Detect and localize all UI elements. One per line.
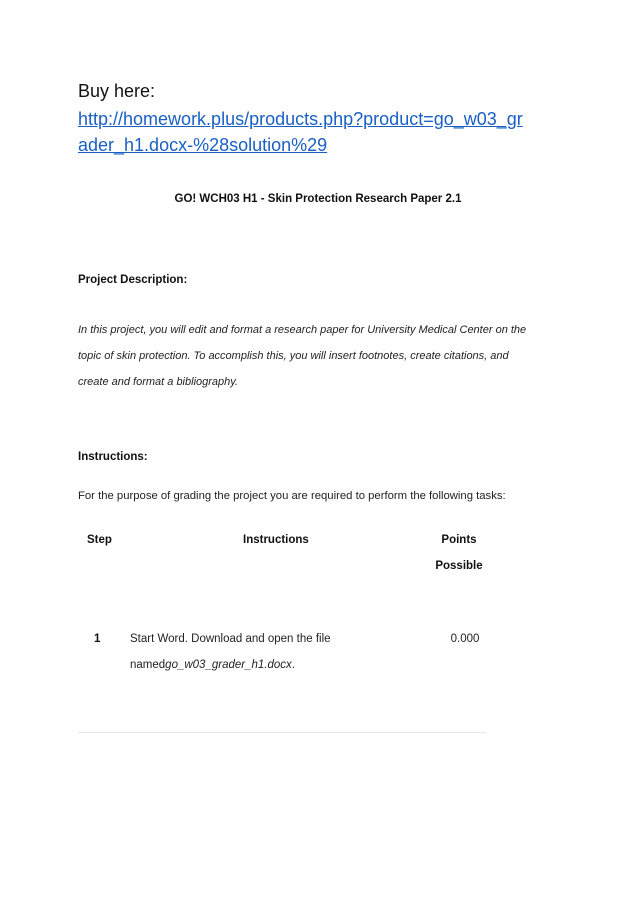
document-title: GO! WCH03 H1 - Skin Protection Research Paper 2.1: [174, 193, 462, 205]
table-divider: [78, 732, 486, 733]
column-header-points: Points: [441, 534, 477, 546]
description-line-2: topic of skin protection. To accomplish this, you will insert footnotes, create citations, and: [78, 350, 509, 362]
product-link-line-2[interactable]: ader_h1.docx-%28solution%29: [78, 135, 328, 155]
product-link[interactable]: [78, 106, 558, 158]
project-description-text: [78, 317, 568, 395]
row-instruction-suffix: .: [291, 659, 295, 671]
instructions-intro: For the purpose of grading the project you are required to perform the following tasks:: [78, 490, 506, 502]
column-header-instructions: Instructions: [243, 534, 309, 546]
row-points: 0.000: [450, 633, 480, 645]
row-instruction-prefix: named: [130, 659, 166, 671]
description-line-1: In this project, you will edit and format a research paper for University Medical Center on the: [78, 324, 527, 336]
row-instruction-line-2: [130, 659, 295, 671]
buy-here-label: Buy here:: [78, 81, 156, 101]
column-header-step: Step: [87, 534, 112, 546]
row-step-number: 1: [94, 633, 101, 645]
row-instruction-line-1: Start Word. Download and open the file: [130, 633, 331, 645]
description-line-3: create and format a bibliography.: [78, 376, 238, 388]
instructions-heading: Instructions:: [78, 451, 148, 463]
row-instruction-filename: go_w03_grader_h1.docx: [165, 659, 292, 671]
project-description-heading: Project Description:: [78, 274, 188, 286]
column-header-possible: Possible: [435, 560, 483, 572]
product-link-line-1[interactable]: http://homework.plus/products.php?product=go_w03_gr: [78, 109, 523, 129]
